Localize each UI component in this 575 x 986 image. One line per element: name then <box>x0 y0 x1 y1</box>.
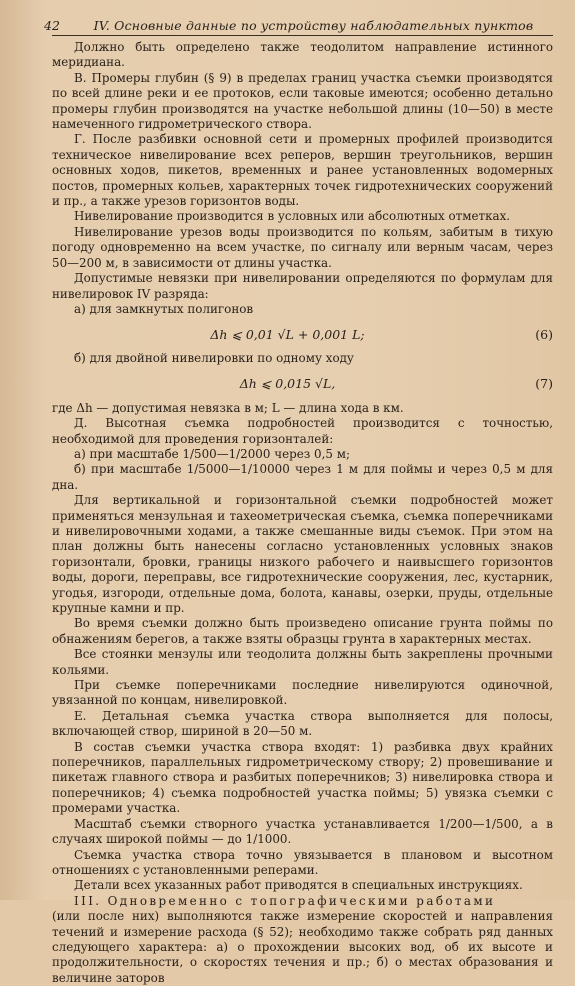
formula-number: (7) <box>535 376 553 392</box>
formula-expression: Δh ⩽ 0,01 √L + 0,001 L; <box>210 326 365 342</box>
paragraph: Е. Детальная съемка участка створа выполняется для полосы, включающей створ, шириной в 20—50 м. <box>52 708 553 739</box>
paragraph: Все стоянки мензулы или теодолита должны быть закреплены прочными кольями. <box>52 647 553 677</box>
paragraph: Г. После разбивки основной сети и промерных профилей производится техническое нивелирование всех реперов, вершин треугольников, вершин основных ходов, пикетов, временных и ранее установленных водомерных постов, промерных кольев, характерных точек гидротехнических сооружений и пр., а также урезов горизонтов воды. <box>52 132 553 209</box>
paragraph: В состав съемки участка створа входят: 1) разбивка двух крайних поперечников, параллельных гидрометрическому створу; 2) провешивание и пикетаж главного створа и разбитых поперечников; 3) нивелировка створа и поперечников; 4) съемка подробностей участка поймы; 5) увязка съемки с промерами участка. <box>52 739 553 816</box>
paragraph: Для вертикальной и горизонтальной съемки подробностей может применяться мензульная и тахеометрическая съемка, съемка поперечниками и нивелировочными ходами, а также смешанные виды съемок. При этом на план должны быть нанесены согласно установленных условных знаков горизонтали, бровки, границы низкого рабочего и наивысшего горизонтов воды, дороги, переправы, все гидротехнические сооружения, лес, кустарник, угодья, изгороди, отдельные дома, болота, канавы, озерки, пруды, отдельные крупные камни и пр. <box>52 493 553 615</box>
paragraph: (или после них) выполняются также измерение скоростей и направления течений и измерение расхода (§ 52); необходимо также собрать ряд данных следующего характера: а) о прохождении высоких вод, об их высоте и продолжительности, о скоростях течения и пр.; б) о местах образования и величине заторов <box>52 909 553 985</box>
paragraph: где Δh — допустимая невязка в м; L — длина хода в км. <box>52 400 404 415</box>
paragraph: В. Промеры глубин (§ 9) в пределах границ участка съемки производятся по всей длине реки и ее протоков, если таковые имеются; особенно детально промеры глубин производятся на участке небольшой длины (10—50) в месте намеченного гидрометрического створа. <box>52 70 553 132</box>
paragraph: Допустимые невязки при нивелировании определяются по формулам для нивелировок IV разряда: <box>52 271 553 301</box>
formula-6 <box>52 317 553 351</box>
paragraph: Должно быть определено также теодолитом направление истинного меридиана. <box>52 40 553 70</box>
formula-expression: Δh ⩽ 0,015 √L, <box>239 376 336 392</box>
running-title: IV. Основные данные по устройству наблюдательных пунктов <box>93 18 534 33</box>
section-heading: III. Одновременно с топографическими работами <box>74 893 496 908</box>
paragraph: При съемке поперечниками последние нивелируются одиночной, увязанной по концам, нивелировкой. <box>52 678 553 708</box>
paragraph: Д. Высотная съемка подробностей производится с точностью, необходимой для проведения горизонталей: <box>52 416 553 446</box>
paragraph: Детали всех указанных работ приводятся в специальных инструкциях. <box>74 878 523 893</box>
paragraph: Нивелирование урезов воды производится по кольям, забитым в тихую погоду одновременно на всем участке, по сигналу или верным часам, через 50—200 м, в зависимости от длины участка. <box>52 224 553 270</box>
list-item: б) при масштабе 1/5000—1/10000 через 1 м для поймы и через 0,5 м для дна. <box>52 462 553 492</box>
list-item: б) для двойной нивелировки по одному ходу <box>74 351 354 366</box>
paragraph: Масштаб съемки створного участка устанавливается 1/200—1/500, а в случаях широкой поймы — до 1/1000. <box>52 816 553 847</box>
running-header <box>44 18 553 36</box>
page-number: 42 <box>44 18 60 33</box>
paragraph: Нивелирование производится в условных или абсолютных отметках. <box>74 209 511 224</box>
paragraph: Съемка участка створа точно увязывается в плановом и высотном отношениях с установленными реперами. <box>52 847 553 877</box>
list-item: а) при масштабе 1/500—1/2000 через 0,5 м; <box>74 446 350 461</box>
list-item: а) для замкнутых полигонов <box>74 301 254 316</box>
formula-7 <box>52 367 553 401</box>
paragraph: Во время съемки должно быть произведено описание грунта поймы по обнажениям берегов, а также взяты образцы грунта в характерных местах. <box>52 616 553 646</box>
formula-number: (6) <box>535 326 553 342</box>
